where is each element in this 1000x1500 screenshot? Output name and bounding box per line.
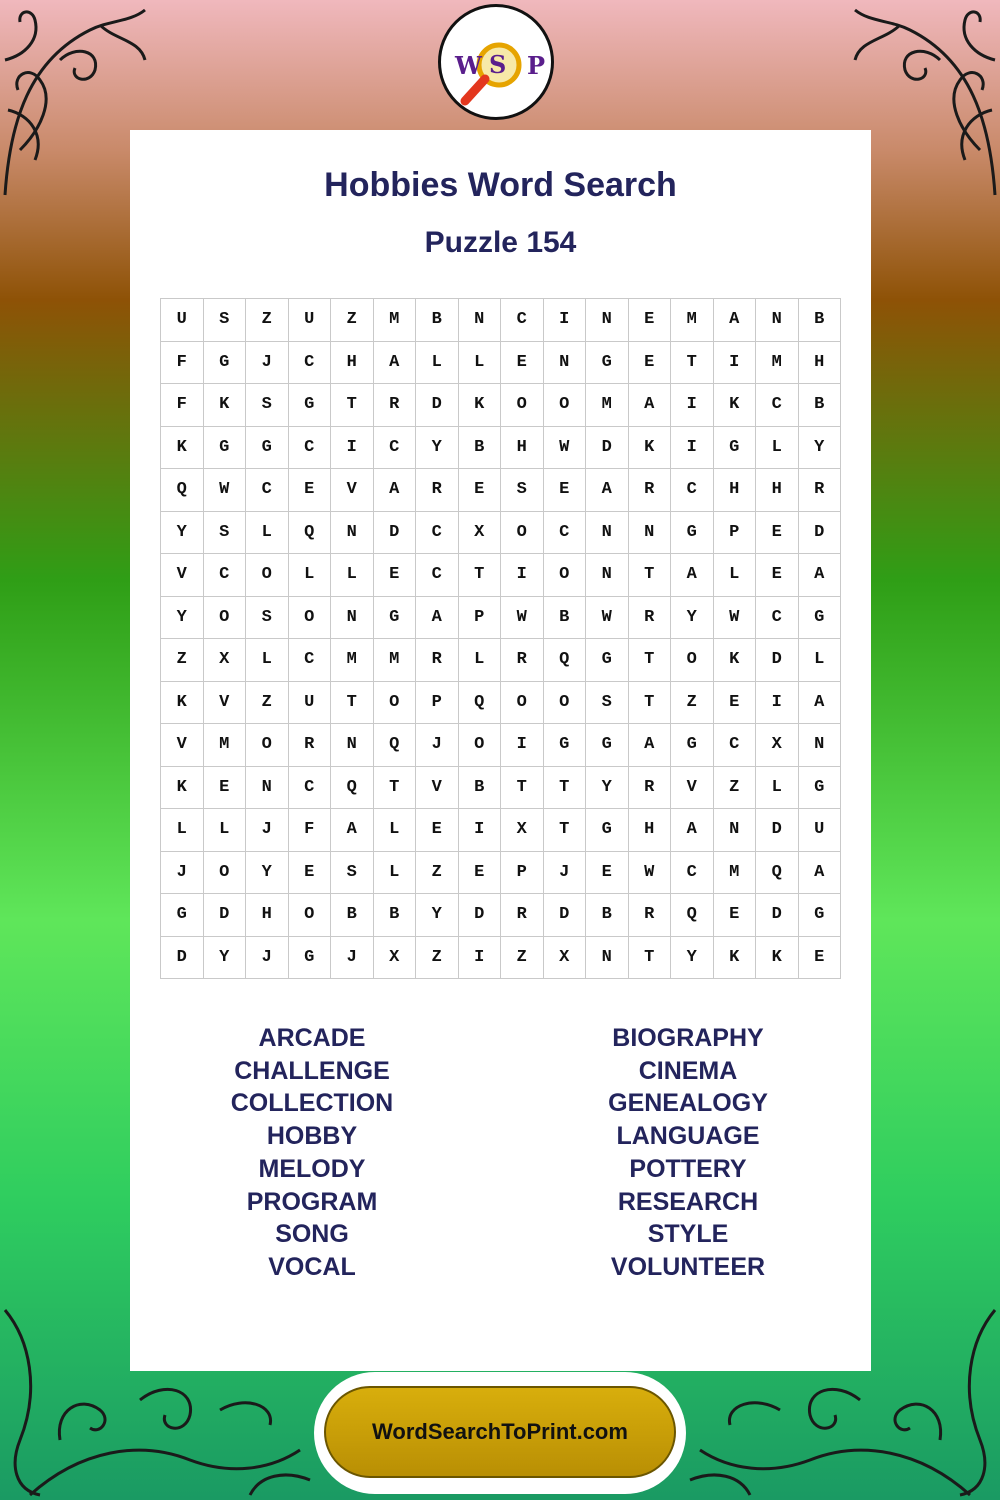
grid-cell: Z (416, 937, 459, 980)
grid-cell: K (629, 427, 672, 470)
grid-cell: Q (756, 852, 799, 895)
grid-cell: O (544, 384, 587, 427)
grid-cell: Z (714, 767, 757, 810)
grid-cell: X (374, 937, 417, 980)
grid-cell: U (289, 682, 332, 725)
grid-cell: N (459, 299, 502, 342)
grid-cell: W (544, 427, 587, 470)
grid-cell: O (204, 852, 247, 895)
grid-cell: Z (501, 937, 544, 980)
grid-cell: G (714, 427, 757, 470)
grid-cell: C (246, 469, 289, 512)
word-list-item: PROGRAM (246, 1187, 378, 1216)
grid-cell: E (799, 937, 842, 980)
grid-cell: A (416, 597, 459, 640)
grid-cell: D (544, 894, 587, 937)
grid-cell: Y (671, 937, 714, 980)
grid-cell: R (629, 767, 672, 810)
grid-cell: P (459, 597, 502, 640)
grid-cell: Q (459, 682, 502, 725)
grid-cell: O (246, 554, 289, 597)
grid-cell: Y (161, 597, 204, 640)
grid-cell: T (374, 767, 417, 810)
grid-cell: D (756, 809, 799, 852)
grid-cell: B (586, 894, 629, 937)
grid-cell: Q (544, 639, 587, 682)
grid-cell: N (246, 767, 289, 810)
grid-cell: F (161, 384, 204, 427)
grid-cell: W (714, 597, 757, 640)
grid-cell: T (544, 809, 587, 852)
grid-cell: G (586, 342, 629, 385)
grid-cell: O (544, 554, 587, 597)
grid-cell: O (544, 682, 587, 725)
grid-cell: R (374, 384, 417, 427)
word-list-item: CINEMA (638, 1056, 738, 1085)
grid-cell: N (544, 342, 587, 385)
grid-cell: D (756, 894, 799, 937)
word-list-item: GENEALOGY (608, 1089, 768, 1118)
grid-cell: A (629, 384, 672, 427)
grid-cell: Y (416, 427, 459, 470)
grid-cell: T (544, 767, 587, 810)
grid-cell: L (331, 554, 374, 597)
grid-cell: N (331, 597, 374, 640)
grid-cell: N (331, 724, 374, 767)
grid-cell: E (756, 554, 799, 597)
grid-cell: E (544, 469, 587, 512)
grid-cell: I (714, 342, 757, 385)
grid-cell: R (629, 597, 672, 640)
grid-cell: H (629, 809, 672, 852)
puzzle-number: Puzzle 154 (424, 226, 577, 259)
site-link-button[interactable]: WordSearchToPrint.com (324, 1386, 676, 1478)
grid-cell: T (629, 554, 672, 597)
puzzle-title: Hobbies Word Search (324, 166, 677, 204)
grid-cell: A (799, 682, 842, 725)
grid-cell: E (629, 342, 672, 385)
logo-letter-w: W (455, 51, 482, 80)
grid-cell: X (544, 937, 587, 980)
grid-cell: M (756, 342, 799, 385)
grid-cell: E (714, 682, 757, 725)
grid-cell: Q (331, 767, 374, 810)
grid-cell: Q (289, 512, 332, 555)
grid-cell: L (246, 639, 289, 682)
grid-cell: P (501, 852, 544, 895)
grid-cell: M (671, 299, 714, 342)
grid-cell: O (459, 724, 502, 767)
word-list-item: HOBBY (266, 1122, 358, 1151)
grid-cell: A (374, 342, 417, 385)
grid-cell: A (374, 469, 417, 512)
word-list-item: VOLUNTEER (610, 1252, 766, 1281)
grid-cell: E (629, 299, 672, 342)
grid-cell: G (289, 384, 332, 427)
grid-cell: G (246, 427, 289, 470)
grid-cell: H (246, 894, 289, 937)
grid-cell: K (161, 427, 204, 470)
grid-cell: G (799, 597, 842, 640)
grid-cell: C (374, 427, 417, 470)
grid-cell: E (586, 852, 629, 895)
grid-cell: A (799, 554, 842, 597)
grid-cell: B (331, 894, 374, 937)
grid-cell: H (714, 469, 757, 512)
grid-cell: K (714, 384, 757, 427)
grid-cell: L (374, 852, 417, 895)
grid-cell: O (246, 724, 289, 767)
grid-cell: G (374, 597, 417, 640)
grid-cell: S (246, 597, 289, 640)
grid-cell: N (586, 512, 629, 555)
grid-cell: L (289, 554, 332, 597)
word-list-item: RESEARCH (617, 1187, 759, 1216)
grid-cell: C (204, 554, 247, 597)
grid-cell: S (331, 852, 374, 895)
grid-cell: I (671, 427, 714, 470)
grid-cell: E (459, 852, 502, 895)
grid-cell: J (331, 937, 374, 980)
grid-cell: L (416, 342, 459, 385)
grid-cell: D (204, 894, 247, 937)
grid-cell: S (501, 469, 544, 512)
grid-cell: G (671, 512, 714, 555)
grid-cell: O (501, 682, 544, 725)
grid-cell: D (756, 639, 799, 682)
grid-cell: O (501, 512, 544, 555)
grid-cell: R (289, 724, 332, 767)
grid-cell: J (246, 342, 289, 385)
grid-cell: E (374, 554, 417, 597)
grid-cell: I (501, 724, 544, 767)
grid-cell: U (161, 299, 204, 342)
grid-cell: O (289, 597, 332, 640)
grid-cell: I (331, 427, 374, 470)
grid-cell: B (416, 299, 459, 342)
grid-cell: C (416, 554, 459, 597)
grid-cell: M (374, 299, 417, 342)
grid-cell: D (459, 894, 502, 937)
word-list-item: MELODY (258, 1154, 366, 1183)
grid-cell: E (416, 809, 459, 852)
grid-cell: F (289, 809, 332, 852)
word-list-item: CHALLENGE (234, 1056, 390, 1085)
grid-cell: V (331, 469, 374, 512)
word-list-item: BIOGRAPHY (612, 1024, 764, 1052)
grid-cell: C (714, 724, 757, 767)
puzzle-card (130, 130, 871, 1371)
grid-cell: X (501, 809, 544, 852)
grid-cell: M (331, 639, 374, 682)
grid-cell: M (374, 639, 417, 682)
grid-cell: N (756, 299, 799, 342)
grid-cell: Q (161, 469, 204, 512)
grid-cell: E (756, 512, 799, 555)
grid-cell: U (799, 809, 842, 852)
grid-cell: C (756, 597, 799, 640)
grid-cell: N (586, 554, 629, 597)
grid-cell: K (161, 767, 204, 810)
grid-cell: O (501, 384, 544, 427)
grid-cell: H (756, 469, 799, 512)
footer-badge (314, 1372, 686, 1494)
grid-cell: P (416, 682, 459, 725)
grid-cell: E (459, 469, 502, 512)
grid-cell: D (374, 512, 417, 555)
logo-letter-p: P (527, 51, 546, 80)
grid-cell: L (374, 809, 417, 852)
grid-cell: H (331, 342, 374, 385)
grid-cell: G (586, 724, 629, 767)
grid-cell: Q (374, 724, 417, 767)
grid-cell: I (459, 937, 502, 980)
grid-cell: Y (161, 512, 204, 555)
grid-cell: B (459, 427, 502, 470)
word-list-left (152, 1022, 472, 1284)
grid-cell: T (331, 384, 374, 427)
grid-cell: J (246, 809, 289, 852)
grid-cell: G (544, 724, 587, 767)
grid-cell: L (756, 427, 799, 470)
grid-cell: C (671, 469, 714, 512)
grid-cell: J (416, 724, 459, 767)
wsp-logo[interactable] (438, 4, 554, 120)
logo-letter-s: S (489, 50, 507, 79)
grid-cell: I (501, 554, 544, 597)
grid-cell: V (204, 682, 247, 725)
grid-cell: B (799, 299, 842, 342)
grid-cell: T (331, 682, 374, 725)
grid-cell: R (416, 469, 459, 512)
grid-cell: G (799, 894, 842, 937)
grid-cell: R (501, 639, 544, 682)
grid-cell: C (289, 767, 332, 810)
corner-ornament-top-left (0, 0, 150, 200)
grid-cell: K (204, 384, 247, 427)
grid-cell: Y (246, 852, 289, 895)
grid-cell: D (161, 937, 204, 980)
letter-grid (160, 298, 841, 979)
grid-cell: A (586, 469, 629, 512)
grid-cell: L (459, 342, 502, 385)
grid-cell: X (204, 639, 247, 682)
grid-cell: K (459, 384, 502, 427)
grid-cell: R (799, 469, 842, 512)
grid-cell: E (501, 342, 544, 385)
grid-cell: Y (416, 894, 459, 937)
grid-cell: S (246, 384, 289, 427)
grid-cell: W (586, 597, 629, 640)
word-list-item: SONG (275, 1220, 349, 1249)
grid-cell: R (629, 894, 672, 937)
grid-cell: G (161, 894, 204, 937)
grid-cell: E (289, 469, 332, 512)
grid-cell: J (246, 937, 289, 980)
grid-cell: Z (416, 852, 459, 895)
grid-cell: T (501, 767, 544, 810)
grid-cell: K (756, 937, 799, 980)
grid-cell: L (459, 639, 502, 682)
grid-cell: B (374, 894, 417, 937)
grid-cell: G (204, 427, 247, 470)
grid-cell: W (501, 597, 544, 640)
grid-cell: N (331, 512, 374, 555)
grid-cell: M (204, 724, 247, 767)
grid-cell: W (629, 852, 672, 895)
grid-cell: Y (671, 597, 714, 640)
grid-cell: G (586, 809, 629, 852)
grid-cell: Z (331, 299, 374, 342)
word-list-item: STYLE (647, 1220, 729, 1249)
grid-cell: L (714, 554, 757, 597)
grid-cell: A (714, 299, 757, 342)
grid-cell: K (714, 937, 757, 980)
grid-cell: L (161, 809, 204, 852)
grid-cell: U (289, 299, 332, 342)
grid-cell: D (799, 512, 842, 555)
grid-cell: T (629, 682, 672, 725)
word-list-item: POTTERY (629, 1154, 747, 1183)
grid-cell: N (586, 299, 629, 342)
grid-cell: O (204, 597, 247, 640)
grid-cell: E (289, 852, 332, 895)
word-list-right (528, 1022, 848, 1284)
grid-cell: L (799, 639, 842, 682)
grid-cell: N (799, 724, 842, 767)
grid-cell: P (714, 512, 757, 555)
grid-cell: C (289, 427, 332, 470)
word-list-item: COLLECTION (230, 1089, 394, 1118)
word-list-item: ARCADE (258, 1024, 366, 1052)
grid-cell: S (204, 299, 247, 342)
grid-cell: L (246, 512, 289, 555)
grid-cell: V (671, 767, 714, 810)
grid-cell: N (586, 937, 629, 980)
grid-cell: N (629, 512, 672, 555)
grid-cell: R (416, 639, 459, 682)
grid-cell: D (416, 384, 459, 427)
grid-cell: I (544, 299, 587, 342)
grid-cell: W (204, 469, 247, 512)
grid-cell: S (204, 512, 247, 555)
grid-cell: F (161, 342, 204, 385)
grid-cell: T (671, 342, 714, 385)
grid-cell: R (629, 469, 672, 512)
grid-cell: K (714, 639, 757, 682)
grid-cell: C (289, 342, 332, 385)
grid-cell: B (544, 597, 587, 640)
grid-cell: Y (799, 427, 842, 470)
grid-cell: C (544, 512, 587, 555)
grid-cell: D (586, 427, 629, 470)
word-list-item: LANGUAGE (616, 1122, 760, 1151)
grid-cell: Z (246, 682, 289, 725)
grid-cell: Z (161, 639, 204, 682)
grid-cell: G (289, 937, 332, 980)
grid-cell: V (161, 724, 204, 767)
grid-cell: Z (671, 682, 714, 725)
grid-cell: L (756, 767, 799, 810)
grid-cell: A (629, 724, 672, 767)
grid-cell: A (671, 554, 714, 597)
grid-cell: B (459, 767, 502, 810)
grid-cell: O (289, 894, 332, 937)
grid-cell: H (501, 427, 544, 470)
grid-cell: E (204, 767, 247, 810)
grid-cell: O (671, 639, 714, 682)
grid-cell: A (671, 809, 714, 852)
corner-ornament-top-right (850, 0, 1000, 200)
grid-cell: M (586, 384, 629, 427)
grid-cell: G (671, 724, 714, 767)
grid-cell: V (416, 767, 459, 810)
grid-cell: N (714, 809, 757, 852)
grid-cell: C (671, 852, 714, 895)
grid-cell: T (629, 639, 672, 682)
grid-cell: V (161, 554, 204, 597)
grid-cell: I (459, 809, 502, 852)
grid-cell: S (586, 682, 629, 725)
grid-cell: A (331, 809, 374, 852)
grid-cell: K (161, 682, 204, 725)
grid-cell: J (544, 852, 587, 895)
grid-cell: C (289, 639, 332, 682)
grid-cell: J (161, 852, 204, 895)
grid-cell: H (799, 342, 842, 385)
grid-cell: G (799, 767, 842, 810)
grid-cell: A (799, 852, 842, 895)
grid-cell: E (714, 894, 757, 937)
grid-cell: C (416, 512, 459, 555)
grid-cell: C (756, 384, 799, 427)
grid-cell: Y (586, 767, 629, 810)
grid-cell: Y (204, 937, 247, 980)
grid-cell: Z (246, 299, 289, 342)
grid-cell: I (671, 384, 714, 427)
grid-cell: I (756, 682, 799, 725)
grid-cell: T (629, 937, 672, 980)
grid-cell: M (714, 852, 757, 895)
grid-cell: G (204, 342, 247, 385)
grid-cell: C (501, 299, 544, 342)
grid-cell: B (799, 384, 842, 427)
word-list-item: VOCAL (268, 1252, 356, 1281)
grid-cell: Q (671, 894, 714, 937)
grid-cell: T (459, 554, 502, 597)
grid-cell: R (501, 894, 544, 937)
grid-cell: X (459, 512, 502, 555)
grid-cell: O (374, 682, 417, 725)
grid-cell: X (756, 724, 799, 767)
grid-cell: G (586, 639, 629, 682)
grid-cell: L (204, 809, 247, 852)
